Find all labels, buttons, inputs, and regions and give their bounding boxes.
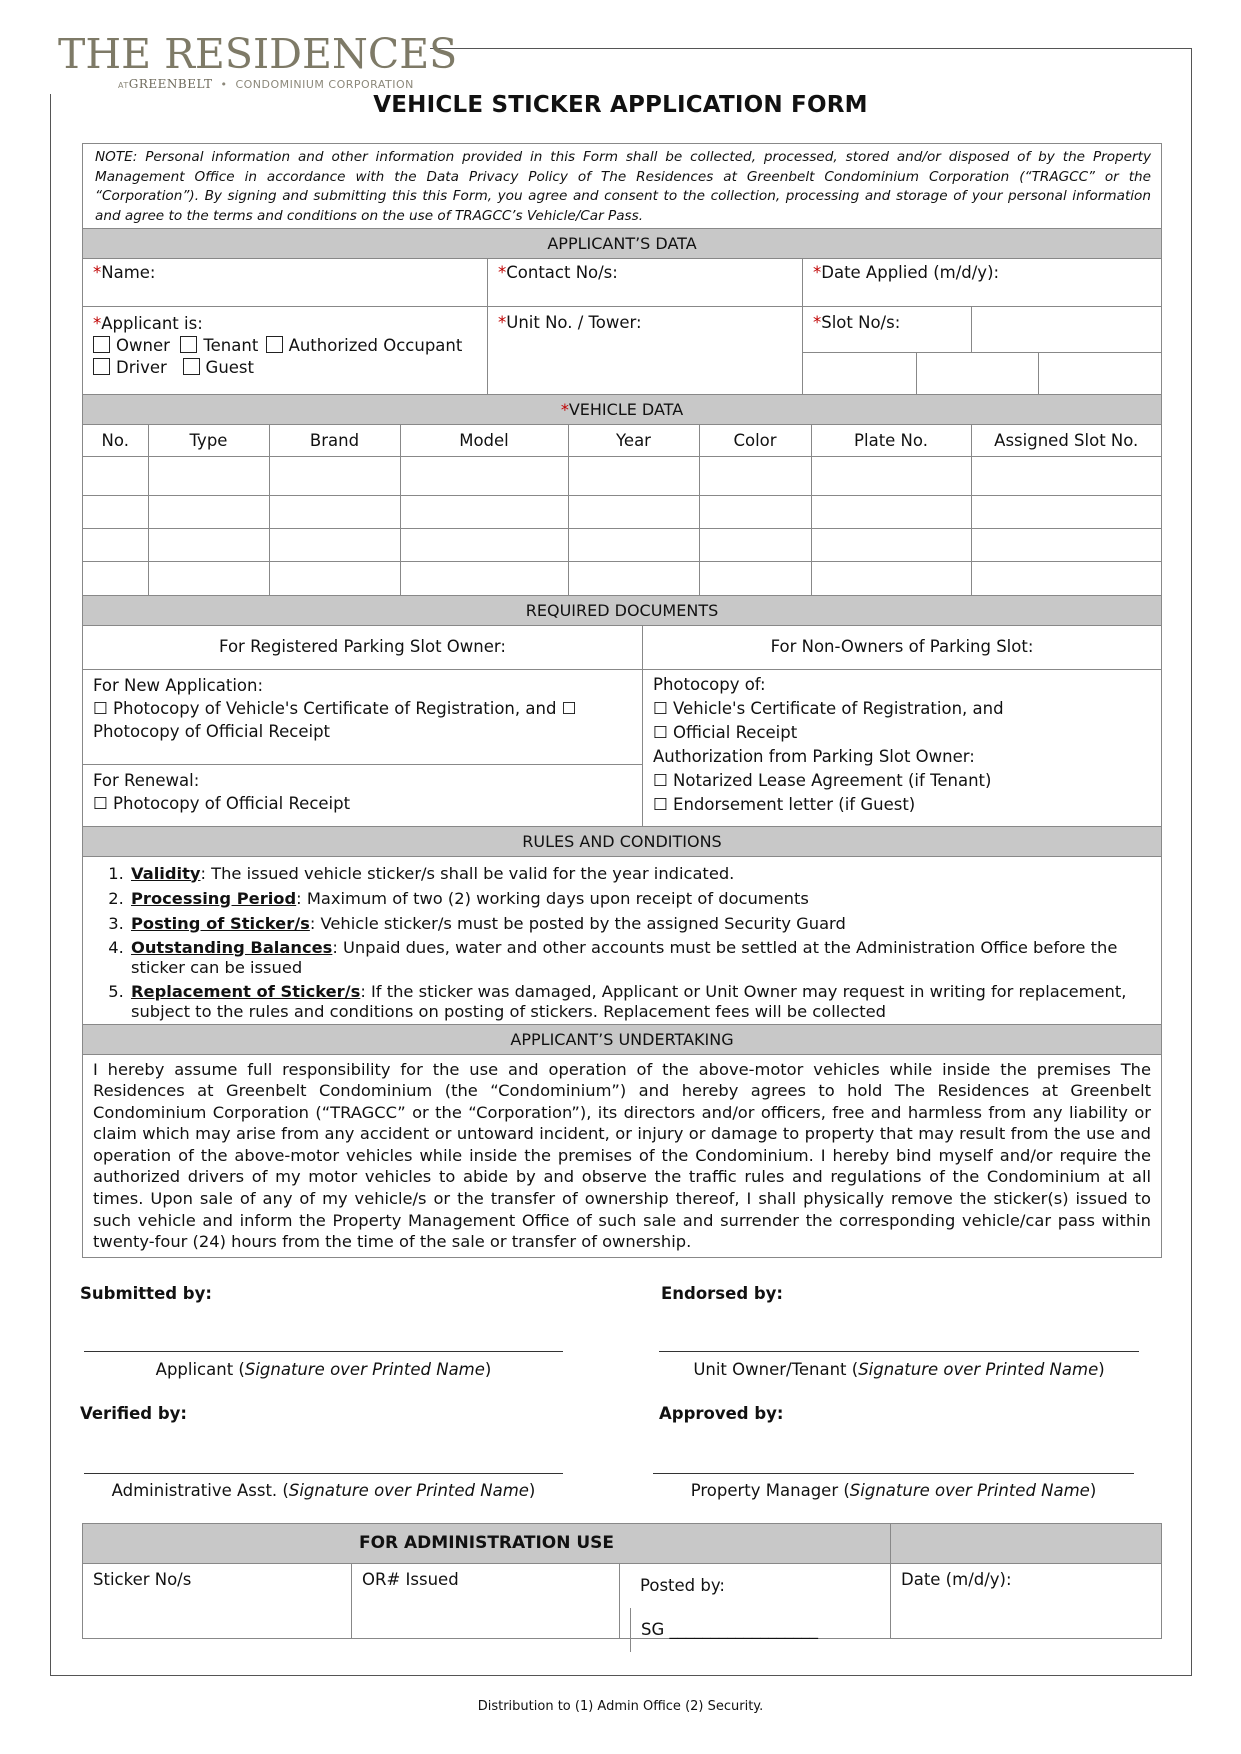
slot-label: *Slot No/s: [813,313,901,332]
applicant-signature-line[interactable] [84,1351,563,1352]
logo-title: THE RESIDENCES [58,30,458,78]
table-row[interactable] [83,457,1161,496]
undertaking-header: APPLICANT’S UNDERTAKING [83,1024,1161,1054]
applicant-row-1 [83,258,1161,306]
new-application-block [83,670,642,765]
non-owner-docs [642,670,1161,826]
name-field[interactable]: *Name: [93,263,156,282]
rules-header: RULES AND CONDITIONS [83,826,1161,856]
owner-docs [83,670,642,826]
photocopy-label: Photocopy of: [653,674,766,694]
tenant-checkbox[interactable] [180,336,197,353]
endorsement-item[interactable]: ☐ Endorsement letter (if Guest) [653,794,916,814]
list-item: 4. Outstanding Balances: Unpaid dues, water and other accounts must be settled at the Administration Office before the sticker can be issued [129,936,1151,978]
driver-checkbox[interactable] [93,358,110,375]
new-application-label: For New Application: [93,675,264,695]
receipt-item[interactable]: ☐ Official Receipt [653,722,798,742]
slot-group [802,307,1161,394]
vehicle-table [83,424,1161,595]
owner-checkbox[interactable] [93,336,110,353]
administration-use-box [82,1523,1162,1639]
approved-by-label: Approved by: [659,1404,784,1423]
form-body [82,143,1162,1258]
form-title: VEHICLE STICKER APPLICATION FORM [373,92,868,118]
required-documents-header: REQUIRED DOCUMENTS [83,595,1161,625]
lease-item[interactable]: ☐ Notarized Lease Agreement (if Tenant) [653,770,992,790]
logo-subtitle: ATGREENBELT • CONDOMINIUM CORPORATION [118,77,414,91]
sticker-no-field[interactable]: Sticker No/s [93,1570,192,1589]
col-year: Year [568,425,699,457]
non-owner-docs-heading: For Non-Owners of Parking Slot: [642,626,1161,669]
administration-use-title: FOR ADMINISTRATION USE [83,1524,891,1563]
distribution-footer: Distribution to (1) Admin Office (2) Security. [477,1699,764,1714]
submitted-by-label: Submitted by: [80,1284,212,1303]
contact-field[interactable]: *Contact No/s: [487,259,802,306]
administration-use-header [83,1524,1161,1563]
slot-input-2[interactable] [803,353,916,394]
endorsed-by-label: Endorsed by: [661,1284,784,1303]
authorization-label: Authorization from Parking Slot Owner: [653,746,975,766]
vehicle-table-header [83,425,1161,457]
applicant-data-header: APPLICANT’S DATA [83,228,1161,258]
list-item: 1. Validity: The issued vehicle sticker/s shall be valid for the year indicated. [129,861,1151,886]
col-type: Type [148,425,269,457]
col-no: No. [83,425,148,457]
manager-signature-line[interactable] [653,1473,1134,1474]
date-applied-field[interactable]: *Date Applied (m/d/y): [802,259,1161,306]
admin-signature-line[interactable] [84,1473,563,1474]
table-row[interactable] [83,496,1161,529]
rules-list [83,856,1161,1024]
list-item: 2. Processing Period: Maximum of two (2) working days upon receipt of documents [129,886,1151,911]
guest-checkbox[interactable] [183,358,200,375]
col-brand: Brand [269,425,400,457]
unit-tower-field[interactable]: *Unit No. / Tower: [487,307,802,394]
verified-by-label: Verified by: [80,1404,187,1423]
admin-signature-caption: Administrative Asst. (Signature over Printed Name) [111,1481,536,1500]
administration-use-row [83,1563,1161,1638]
or-issued-field[interactable]: OR# Issued [351,1564,619,1638]
slot-input-1[interactable] [971,307,1161,352]
list-item: 3. Posting of Sticker/s: Vehicle sticker/s must be posted by the assigned Security Guard [129,911,1151,936]
owner-docs-heading: For Registered Parking Slot Owner: [219,636,506,656]
applicant-signature-caption: Applicant (Signature over Printed Name) [155,1360,492,1379]
table-row[interactable] [83,562,1161,595]
renewal-block [83,765,642,819]
registration-item[interactable]: ☐ Vehicle's Certificate of Registration, and [653,698,1004,718]
vehicle-data-header: *VEHICLE DATA [83,394,1161,424]
owner-signature-caption: Unit Owner/Tenant (Signature over Printed Name) [693,1360,1105,1379]
documents-subheader-row [83,625,1161,669]
renewal-item[interactable]: ☐ Photocopy of Official Receipt [93,793,351,813]
authorized-occupant-checkbox[interactable] [266,336,283,353]
applicant-row-2 [83,306,1161,394]
documents-body-row [83,669,1161,826]
col-color: Color [699,425,811,457]
slot-input-3[interactable] [916,353,1038,394]
date-field[interactable]: Date (m/d/y): [890,1564,1161,1638]
slot-input-4[interactable] [1038,353,1161,394]
col-model: Model [400,425,568,457]
privacy-note: NOTE: Personal information and other information provided in this Form shall be collected, processed, stored and/or disposed of by the Property Management Office in accordance with the Data Privacy Policy of The Residences at Greenbelt Condominium Corporation (“TRAGCC” or the “Corporation”). By signing and submitting this this Form, you agree and consent to the collection, processing and storage of your personal information and agree to the terms and conditions on the use of TRAGCC’s Vehicle/Car Pass. [83,143,1161,228]
renewal-label: For Renewal: [93,770,200,790]
manager-signature-caption: Property Manager (Signature over Printed Name) [690,1481,1097,1500]
undertaking-text: I hereby assume full responsibility for the use and operation of the above-motor vehicles while inside the premises The Residences at Greenbelt Condominium (the “Condominium”) and hereby agrees to hold The Residences at Greenbelt Condominium Corporation (“TRAGCC” or the “Corporation”), its directors and/or officers, free and harmless from any liability or claim which may arise from any accident or untoward incident, or injury or damage to property that may result from the use and operation of the above-motor vehicles while inside the premises of the Condominium. I hereby bind myself and/or require the authorized drivers of my motor vehicles to abide by and observe the traffic rules and regulations of the Condominium at all times. Upon sale of any of my vehicle/s or the transfer of ownership thereof, I shall physically remove the sticker(s) issued to such vehicle and inform the Property Management Office of such sale and surrender the corresponding vehicle/car pass within twenty-four (24) hours from the time of the sale or transfer of ownership. [83,1054,1161,1258]
col-plate: Plate No. [811,425,971,457]
list-item: 5. Replacement of Sticker/s: If the sticker was damaged, Applicant or Unit Owner may request in writing for replacement, subject to the rules and conditions on posting of stickers. Replacement fees will be collected [129,978,1151,1022]
table-row[interactable] [83,529,1161,562]
new-application-items[interactable]: ☐ Photocopy of Vehicle's Certificate of Registration, and ☐ Photocopy of Official Receipt [93,698,577,741]
owner-signature-line[interactable] [659,1351,1139,1352]
col-assigned-slot: Assigned Slot No. [971,425,1161,457]
applicant-type-group: *Applicant is: Owner Tenant Authorized Occupant Driver Guest [93,314,463,377]
posted-by-field[interactable]: Posted by: SG __________________ [619,1564,890,1638]
